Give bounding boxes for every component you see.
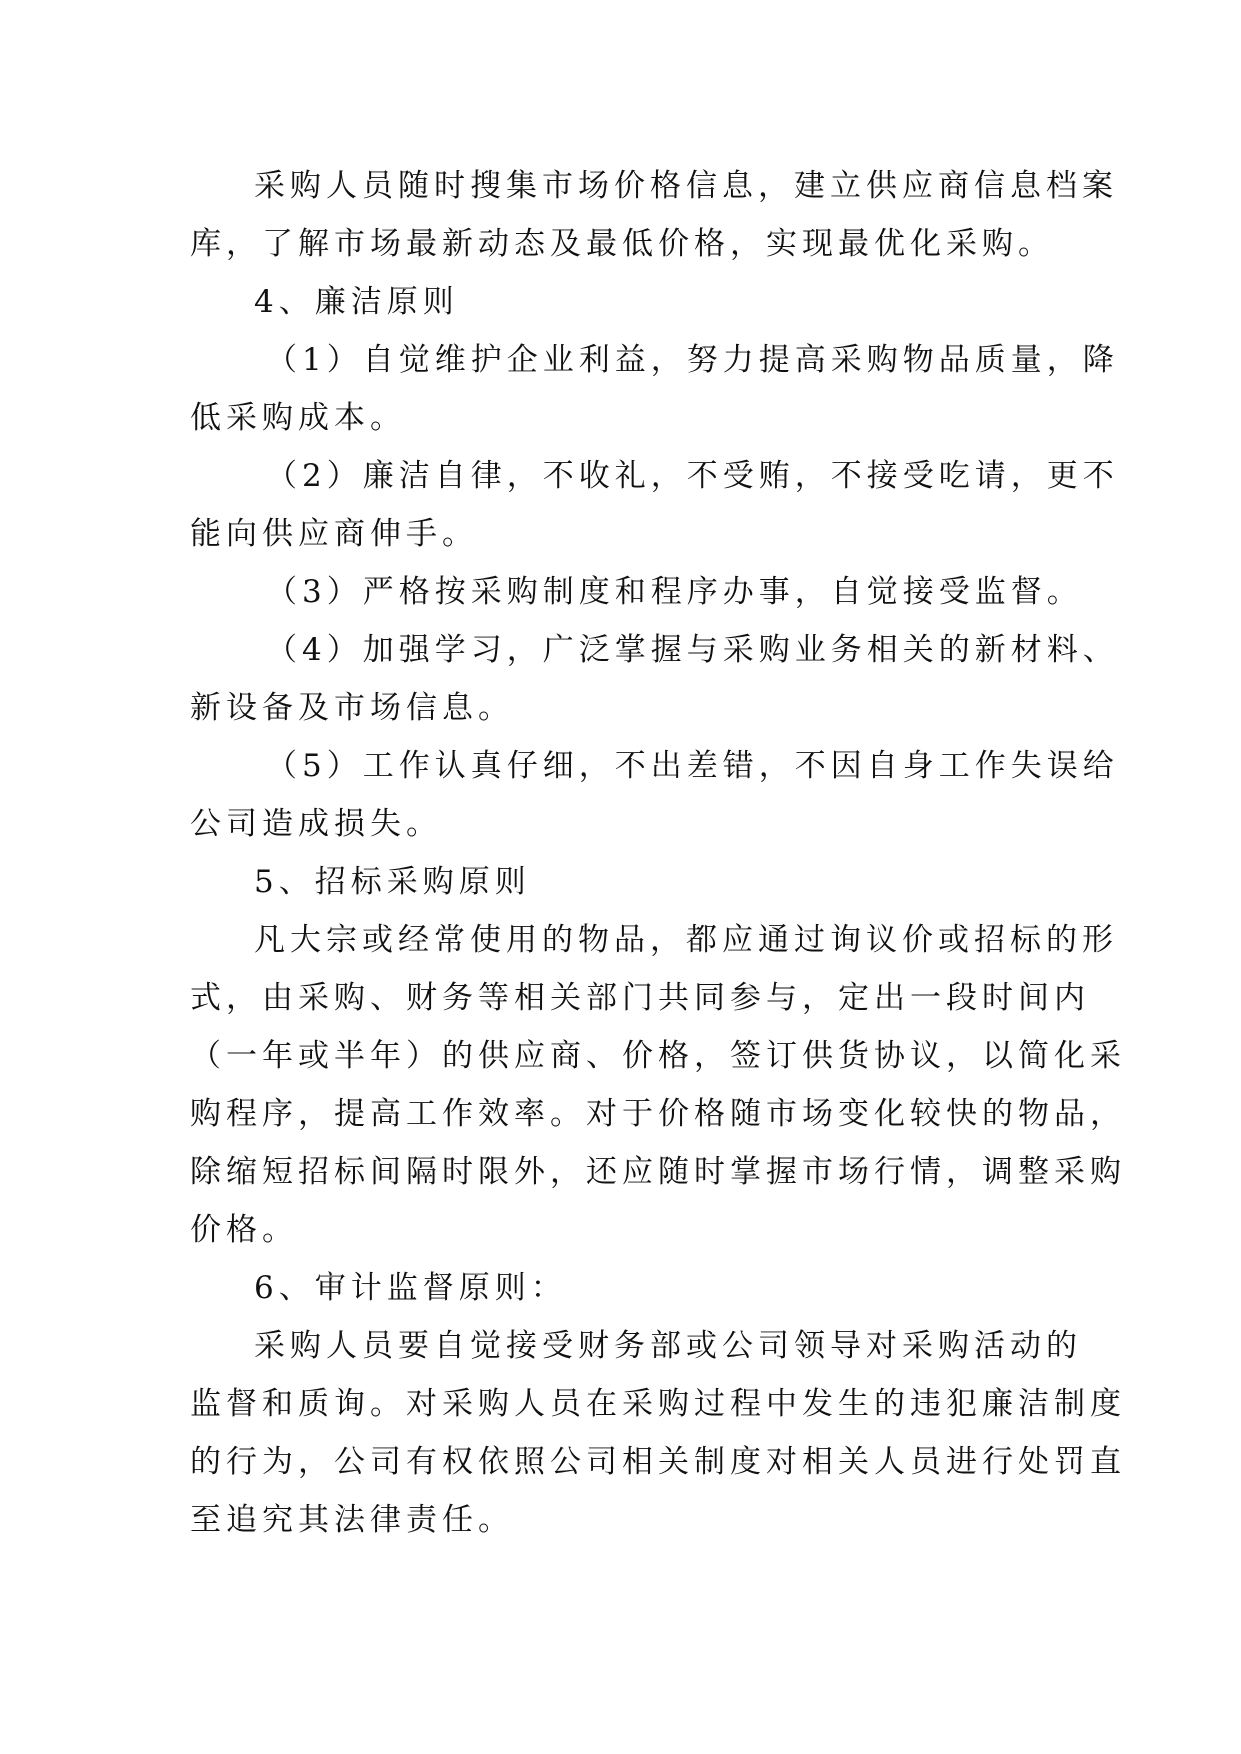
list-item-line: （1）自觉维护企业利益，努力提高采购物品质量，降	[266, 342, 1119, 378]
document-body	[190, 157, 1126, 1549]
paragraph-line: 价格。	[190, 1212, 298, 1248]
list-item-line: 公司造成损失。	[190, 806, 442, 842]
list-item-line: （2）廉洁自律，不收礼，不受贿，不接受吃请，更不	[266, 458, 1119, 494]
paragraph-line: 的行为，公司有权依照公司相关制度对相关人员进行处罚直	[190, 1444, 1126, 1480]
paragraph-line: 式，由采购、财务等相关部门共同参与，定出一段时间内	[190, 980, 1090, 1016]
paragraph-line: （一年或半年）的供应商、价格，签订供货协议，以简化采	[190, 1038, 1126, 1074]
list-item-line: 低采购成本。	[190, 400, 406, 436]
section-heading: 4、廉洁原则	[254, 284, 459, 320]
paragraph-line: 至追究其法律责任。	[190, 1502, 514, 1538]
paragraph-line: 采购人员随时搜集市场价格信息，建立供应商信息档案	[254, 168, 1118, 204]
list-item-line: 新设备及市场信息。	[190, 690, 514, 726]
list-item-line: （4）加强学习，广泛掌握与采购业务相关的新材料、	[266, 632, 1119, 668]
section-heading: 6、审计监督原则：	[254, 1270, 567, 1306]
paragraph-line: 监督和质询。对采购人员在采购过程中发生的违犯廉洁制度	[190, 1386, 1126, 1422]
paragraph-line: 除缩短招标间隔时限外，还应随时掌握市场行情，调整采购	[190, 1154, 1126, 1190]
paragraph-line: 库，了解市场最新动态及最低价格，实现最优化采购。	[190, 226, 1054, 262]
paragraph-line: 凡大宗或经常使用的物品，都应通过询议价或招标的形	[254, 922, 1118, 958]
section-heading: 5、招标采购原则	[254, 864, 531, 900]
paragraph-line: 采购人员要自觉接受财务部或公司领导对采购活动的	[254, 1328, 1082, 1364]
list-item-line: （5）工作认真仔细，不出差错，不因自身工作失误给	[266, 748, 1119, 784]
paragraph-line: 购程序，提高工作效率。对于价格随市场变化较快的物品，	[190, 1096, 1126, 1132]
list-item-line: （3）严格按采购制度和程序办事，自觉接受监督。	[266, 574, 1083, 610]
list-item-line: 能向供应商伸手。	[190, 516, 478, 552]
